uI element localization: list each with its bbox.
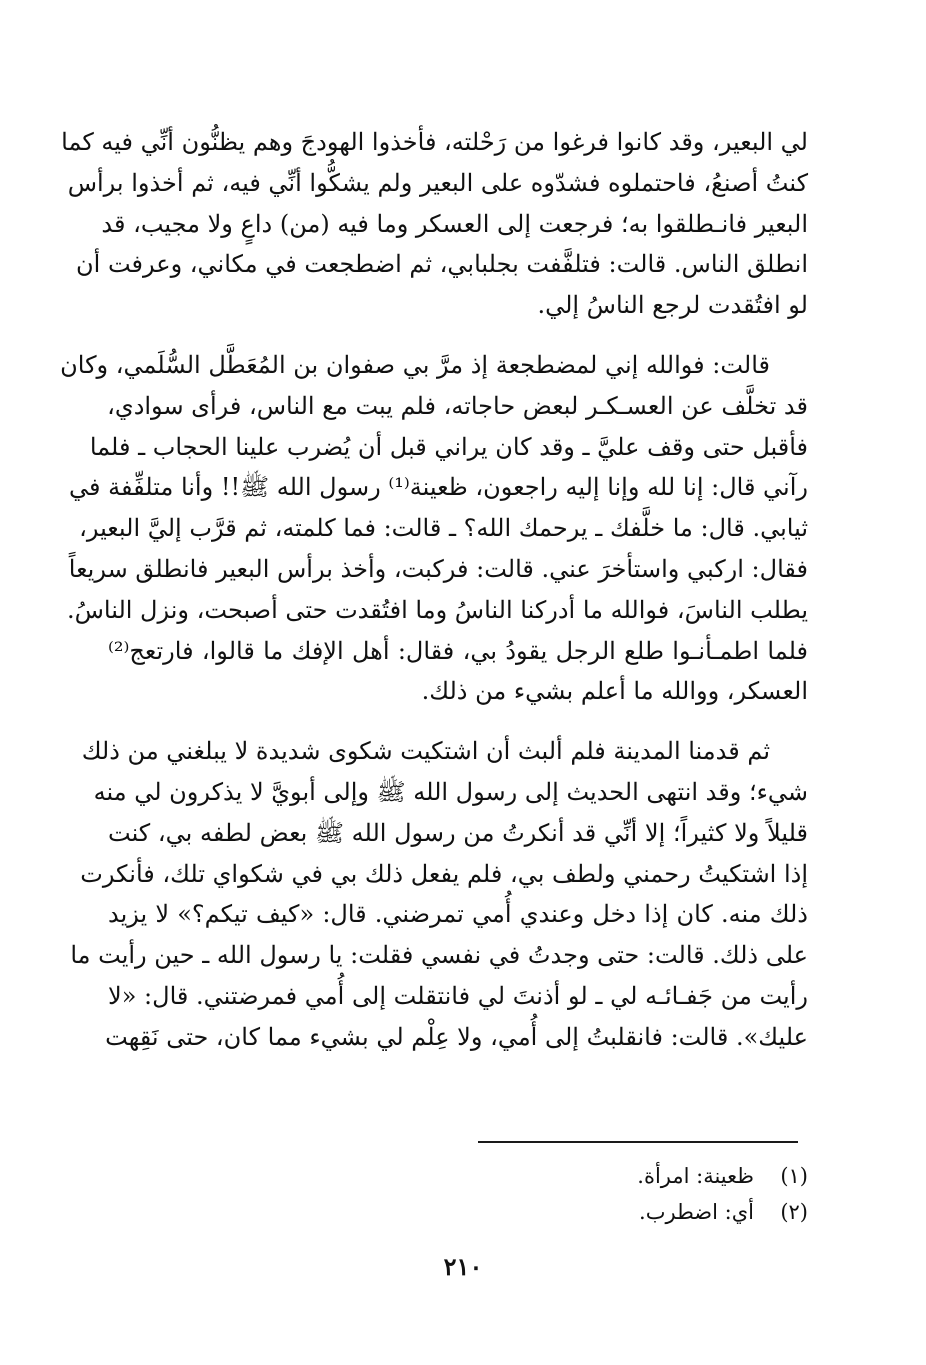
text-line: العسكر، ووالله ما أعلم بشيء من ذلك. [421,677,808,706]
text-line: يطلب الناسَ، فوالله ما أدركنا الناسُ وما افتُقدت حتى أصبحت، ونزل الناسُ. [66,595,808,624]
text-line: فلما اطمـأنـوا طلع الرجل يقودُ بي، فقال: أهل الإفك ما قالوا، فارتعج⁽²⁾ [108,636,808,665]
footnote-text: أي: اضطرب. [639,1200,754,1224]
text-line: رأيت من جَفـائـه لي ـ لو أذنتَ لي فانتقلت إلى أُمي فمرضتني. قال: «لا [108,981,808,1010]
text-line: قالت: فوالله إني لمضطجعة إذ مرَّ بي صفوان بن المُعَطَّل السُّلَمي، وكان [60,350,770,379]
paragraph-2 [60,345,808,712]
text-line: على ذلك. قالت: حتى وجدتُ في نفسي فقلت: يا رسول الله ـ حين رأيت ما [70,941,808,970]
text-line: ثم قدمنا المدينة فلم ألبث أن اشتكيت شكوى شديدة لا يبلغني من ذلك [81,737,770,766]
text-line: لي البعير، وقد كانوا فرغوا من رَحْلته، فأخذوا الهودجَ وهم يظنُّون أنِّي فيه كما [61,128,808,156]
main-text [60,122,808,1058]
footnotes [500,1158,808,1230]
text-line: شيء؛ وقد انتهى الحديث إلى رسول الله ﷺ وإلى أبويَّ لا يذكرون لي منه [93,777,808,806]
text-line: فقال: اركبي واستأخرَ عني. قالت: فركبت، وأخذ برأس البعير فانطلق سريعاً [68,554,808,583]
text-line: كنتُ أصنعُ، فاحتملوه فشدّوه على البعير ولم يشكُّوا أنِّي فيه، ثم أخذوا برأس [67,168,808,197]
text-line: ثيابي. قال: ما خلَّفك ـ يرحمك الله؟ ـ قالت: فما كلمته، ثم قرَّب إليَّ البعير، [79,514,808,543]
text-line: عليك». قالت: فانقلبتُ إلى أُمي، ولا عِلْم لي بشيء مما كان، حتى نَقِهت [105,1022,808,1051]
text-line: فأقبل حتى وقف عليَّ ـ وقد كان يراني قبل أن يُضرب علينا الحجاب ـ فلما [89,432,808,461]
paragraph-1 [61,122,808,326]
footnote-1 [500,1158,808,1194]
text-line: انطلق الناس. قالت: فتلفَّفت بجلبابي، ثم اضطجعت في مكاني، وعرفت أن [76,250,808,279]
text-line: إذا اشتكيتُ رحمني ولطف بي، فلم يفعل ذلك بي في شكواي تلك، فأنكرت [80,859,808,888]
text-line: البعير فانـطلقوا به؛ فرجعت إلى العسكر وما فيه (من) داعٍ ولا مجيب، قد [101,209,808,238]
text-line: ذلك منه. كان إذا دخل وعندي أُمي تمرضني. قال: «كيف تيكم؟» لا يزيد [108,900,808,929]
footnote-separator [478,1141,798,1143]
text-line: قد تخلَّف عن العسـكـر لبعض حاجاته، فلم يبت مع الناس، فرأى سوادي، [107,391,808,420]
paragraph-3 [70,731,808,1057]
footnote-number: (٢) [780,1200,808,1224]
page-number: ٢١٠ [443,1252,483,1281]
footnote-number: (١) [780,1164,808,1188]
text-line: قليلاً ولا كثيراً؛ إلا أنِّي قد أنكرتُ من رسول الله ﷺ بعض لطفه بي، كنت [108,818,808,847]
text-line: رآني قال: إنا لله وإنا إليه راجعون، ظعينة⁽¹⁾ رسول الله ﷺ!! وأنا متلفِّفة في [69,473,808,502]
text-line: لو افتُقدت لرجع الناسُ إلي. [537,291,808,320]
footnote-2 [500,1194,808,1230]
footnote-text: ظعينة: امرأة. [637,1164,754,1188]
